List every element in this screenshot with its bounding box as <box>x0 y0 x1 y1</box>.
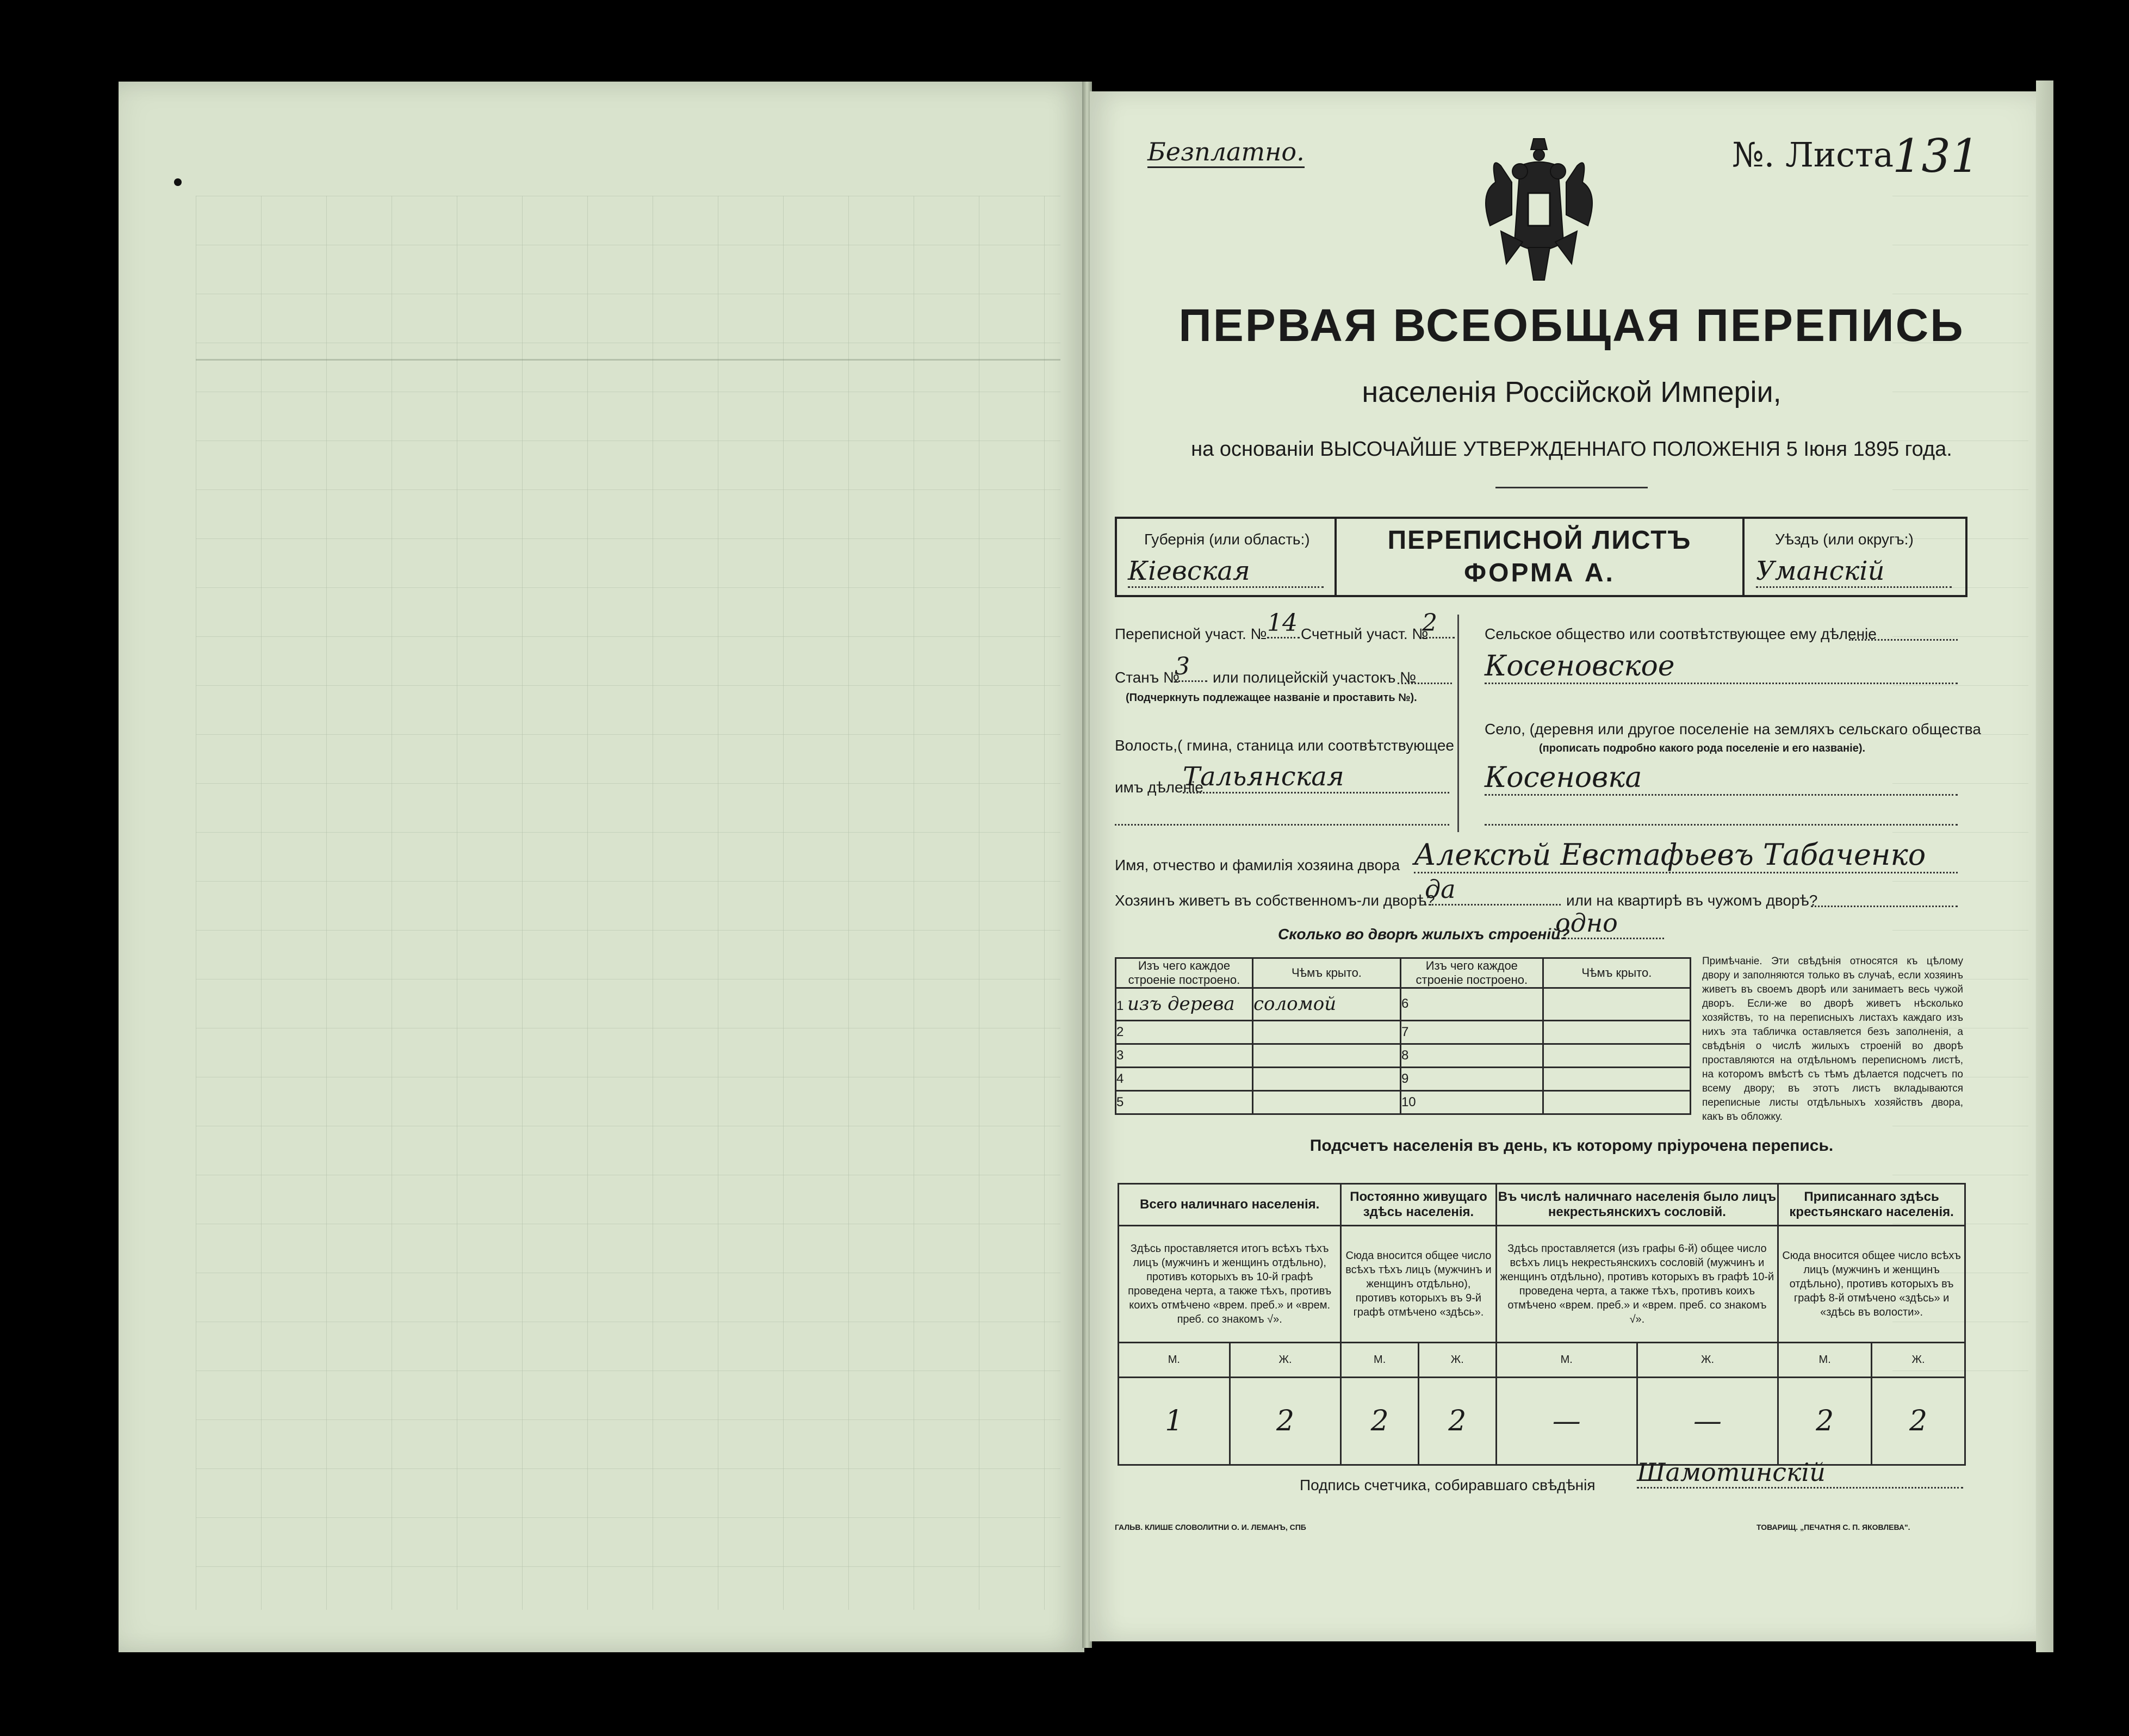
population-count-table <box>1118 1183 1966 1466</box>
stan-label: Станъ № <box>1115 669 1180 686</box>
roof-header: Чѣмъ крыто. <box>1252 958 1400 988</box>
count-head-nonpeasant: Въ числѣ наличнаго населенія было лицъ некрестьянскихъ сословій. <box>1496 1184 1778 1226</box>
count-desc-permanent: Сюда вносится общее число всѣхъ тѣхъ лицъ (мужчинъ и женщинъ отдѣльно), противъ которыхъ въ 9-й графѣ отмѣчено «здѣсь». <box>1341 1226 1496 1343</box>
count-head-permanent: Постоянно живущаго здѣсь населенія. <box>1341 1184 1496 1226</box>
fields-column-divider <box>1457 615 1459 832</box>
nonpeasant-female-value: — <box>1637 1378 1778 1465</box>
count-head-present: Всего наличнаго населенія. <box>1119 1184 1341 1226</box>
table-row <box>1116 1067 1691 1090</box>
male-label: М. <box>1496 1342 1637 1377</box>
sheet-number-label: №. Листа <box>1732 135 1894 175</box>
row-number: 9 <box>1401 1071 1409 1086</box>
census-subtitle: населенія Россійской Имперіи, <box>1362 376 1782 408</box>
table-row <box>1116 1090 1691 1114</box>
table-row <box>1116 988 1691 1021</box>
owner-label: Имя, отчество и фамилія хозяина двора <box>1115 857 1400 873</box>
volost-label: Волость,( гмина, станица или соотвѣтствующее <box>1115 737 1454 754</box>
gubernia-value: Кіевская <box>1128 556 1324 588</box>
sheet-title: ПЕРЕПИСНОЙ ЛИСТЪ <box>1387 526 1692 555</box>
count-section-title: Подсчетъ населенія въ день, къ которому пріурочена перепись. <box>1309 1137 1834 1155</box>
count-desc-nonpeasant: Здѣсь проставляется (изъ графы 6-й) общее число всѣхъ лицъ некрестьянскихъ сословій (мужчинъ и женщинъ отдѣльно), противъ которыхъ въ графѣ 10-й проведена черта, а также тѣхъ, противъ коихъ отмѣчено «врем. преб.» и «врем. преб. со знакомъ √». <box>1496 1226 1778 1343</box>
signature-label: Подпись счетчика, собиравшаго свѣдѣнія <box>1300 1477 1596 1493</box>
signature-value: Шамотинскій <box>1637 1458 1963 1489</box>
volost-extra-line <box>1115 824 1449 826</box>
sheet-number-value: 131 <box>1892 129 1980 183</box>
buildings-note: Примѣчаніе. Эти свѣдѣнія относятся къ цѣлому двору и заполняются только въ случаѣ, если хозяинъ живетъ въ своемъ дворѣ или занимаетъ весь чужой дворъ. Если-же во дворѣ живетъ нѣсколько хозяйствъ, то на переписныхъ листахъ каждаго изъ нихъ эта табличка оставляется безъ заполненія, а свѣдѣнія о числѣ жилыхъ строеній во дворѣ проставляются на отдѣльномъ переписномъ листѣ, на которомъ вмѣстѣ съ тѣмъ дѣлается подсчетъ по всему двору; въ этотъ листъ вкладываются переписные листы отдѣльныхъ хозяйствъ двора, какъ въ обложку. <box>1702 956 1963 1123</box>
census-district-label: Переписной участ. № <box>1115 625 1267 642</box>
count-desc-present: Здѣсь проставляется итогъ всѣхъ тѣхъ лицъ (мужчинъ и женщинъ отдѣльно), противъ которыхъ въ 10-й графѣ проведена черта, а также тѣхъ, противъ коихъ отмѣчено «врем. преб.» и «врем. преб. со знакомъ √». <box>1119 1226 1341 1343</box>
buildings-value: одно <box>1555 908 1664 939</box>
count-desc-registered: Сюда вносится общее число всѣхъ лицъ (мужчинъ и женщинъ отдѣльно), противъ которыхъ въ графѣ 8-й отмѣчено «здѣсь» и «здѣсь въ волости». <box>1778 1226 1965 1343</box>
lives-alt-value <box>1811 906 1958 907</box>
registered-male-value: 2 <box>1778 1378 1872 1465</box>
count-label-row <box>1119 1342 1965 1377</box>
row-number: 6 <box>1401 996 1409 1012</box>
row-number: 1 <box>1116 999 1124 1014</box>
registered-female-value: 2 <box>1872 1378 1965 1465</box>
row-number: 10 <box>1401 1094 1416 1109</box>
double-headed-eagle-emblem <box>1468 133 1610 291</box>
bleed-through-header <box>196 196 1060 361</box>
village-extra-line <box>1485 824 1958 826</box>
lives-label: Хозяинъ живетъ въ собственномъ-ли дворѣ? <box>1115 892 1435 909</box>
form-title: ФОРМА А. <box>1464 559 1615 587</box>
uezd-label: Уѣздъ (или округъ:) <box>1775 531 1914 548</box>
volost-value: Тальянская <box>1183 761 1449 793</box>
count-value-row <box>1119 1378 1965 1465</box>
uezd-value: Уманскій <box>1756 556 1952 588</box>
present-female-value: 2 <box>1230 1378 1341 1465</box>
bleed-through-grid <box>196 196 1060 1610</box>
page-edges <box>2036 80 2053 1652</box>
police-district-value <box>1398 683 1452 684</box>
male-label: М. <box>1778 1342 1872 1377</box>
census-title: ПЕРВАЯ ВСЕОБЩАЯ ПЕРЕПИСЬ <box>1178 300 1965 351</box>
counting-district-value: 2 <box>1422 609 1455 638</box>
table-row <box>1116 1044 1691 1067</box>
count-head-registered: Приписаннаго здѣсь крестьянскаго населенія. <box>1778 1184 1965 1226</box>
stan-value: 3 <box>1175 653 1207 682</box>
lives-value: да <box>1425 875 1561 906</box>
village-note: (прописать подробно какого рода поселеніе и его названіе). <box>1539 742 1866 754</box>
material-cell: изъ дерева <box>1127 993 1235 1015</box>
community-label: Сельское общество или соотвѣтствующее ему дѣленіе <box>1485 625 1877 642</box>
roof-header-2: Чѣмъ крыто. <box>1543 958 1690 988</box>
village-value: Косеновка <box>1485 761 1958 796</box>
female-label: Ж. <box>1637 1342 1778 1377</box>
form-header-box <box>1115 517 1967 597</box>
community-label-line <box>1849 639 1958 641</box>
roof-cell: соломой <box>1253 993 1337 1015</box>
volost-label-2: имъ дѣленіе <box>1115 779 1203 796</box>
nonpeasant-male-value: — <box>1496 1378 1637 1465</box>
free-label: Безплатно. <box>1147 137 1305 168</box>
police-district-label: или полицейскій участокъ № <box>1213 669 1417 686</box>
male-label: М. <box>1119 1342 1230 1377</box>
census-district-value: 14 <box>1267 609 1300 638</box>
community-value: Косеновское <box>1485 650 1958 684</box>
female-label: Ж. <box>1230 1342 1341 1377</box>
row-number: 5 <box>1116 1094 1124 1109</box>
table-row <box>1116 1020 1691 1044</box>
material-header-2: Изъ чего каждое строеніе построено. <box>1400 958 1543 988</box>
material-header: Изъ чего каждое строеніе построено. <box>1116 958 1253 988</box>
gubernia-label: Губернія (или область:) <box>1144 531 1310 548</box>
female-label: Ж. <box>1872 1342 1965 1377</box>
counting-district-label: Счетный участ. № <box>1301 625 1429 642</box>
female-label: Ж. <box>1418 1342 1496 1377</box>
row-number: 3 <box>1116 1047 1124 1063</box>
lives-alt-label: или на квартирѣ въ чужомъ дворѣ? <box>1566 892 1818 909</box>
underline-note: (Подчеркнуть подлежащее названіе и проставить №). <box>1126 692 1417 704</box>
box-divider-right <box>1742 519 1745 595</box>
row-number: 2 <box>1116 1024 1124 1039</box>
ink-dot <box>174 178 182 186</box>
village-label: Село, (деревня или другое поселеніе на земляхъ сельскаго общества <box>1485 721 1981 737</box>
row-number: 4 <box>1116 1071 1124 1086</box>
legal-basis-line: на основаніи ВЫСОЧАЙШЕ УТВЕРЖДЕННАГО ПОЛОЖЕНІЯ 5 Іюня 1895 года. <box>1191 438 1952 461</box>
present-male-value: 1 <box>1119 1378 1230 1465</box>
buildings-table <box>1115 957 1691 1115</box>
printer-imprint-right: ТОВАРИЩ. „ПЕЧАТНЯ С. П. ЯКОВЛЕВА". <box>1756 1523 1910 1532</box>
row-number: 7 <box>1401 1024 1409 1039</box>
row-number: 8 <box>1401 1047 1409 1063</box>
permanent-male-value: 2 <box>1341 1378 1419 1465</box>
owner-value: Алексѣй Евстафьевъ Табаченко <box>1414 838 1958 873</box>
ornament-divider <box>1495 487 1648 488</box>
buildings-label: Сколько во дворѣ жилыхъ строеній? <box>1278 926 1570 943</box>
permanent-female-value: 2 <box>1418 1378 1496 1465</box>
printer-imprint-left: ГАЛЬВ. КЛИШЕ СЛОВОЛИТНИ О. И. ЛЕМАНЪ, СПБ <box>1115 1523 1306 1532</box>
male-label: М. <box>1341 1342 1419 1377</box>
